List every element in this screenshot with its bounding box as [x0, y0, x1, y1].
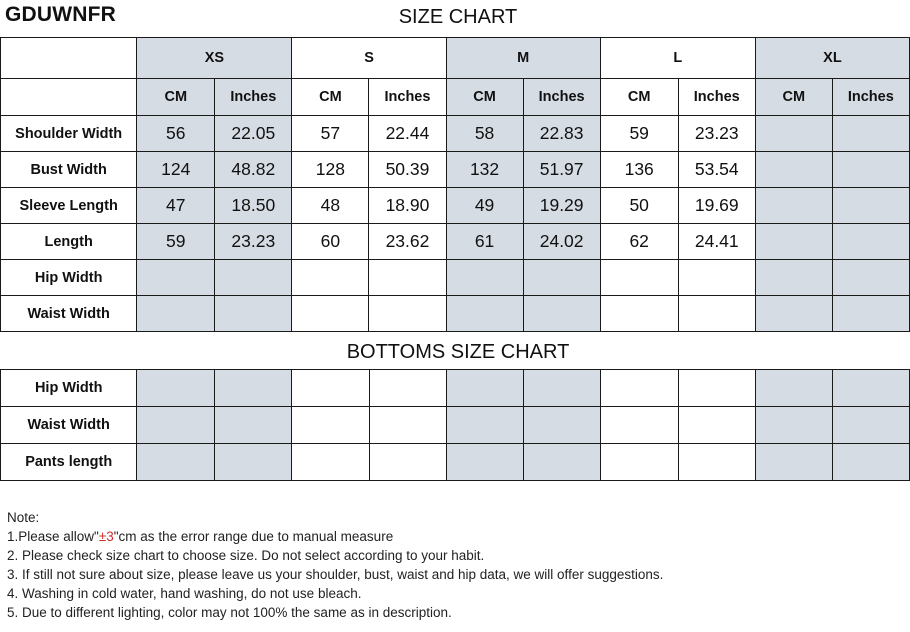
- measurement-cell: 57: [292, 116, 369, 152]
- measurement-cell: [678, 260, 755, 296]
- measurement-cell: [369, 260, 446, 296]
- measurement-cell: 59: [600, 116, 678, 152]
- measurement-cell: 136: [600, 152, 678, 188]
- unit-header-cm: CM: [446, 79, 523, 116]
- measurement-cell: [446, 407, 523, 444]
- measurement-cell: [523, 444, 600, 481]
- measurement-cell: [755, 116, 832, 152]
- measurement-cell: [832, 444, 909, 481]
- row-label: Pants length: [1, 444, 137, 481]
- measurement-cell: [369, 370, 446, 407]
- row-label: Length: [1, 224, 137, 260]
- measurement-cell: 58: [446, 116, 523, 152]
- size-header-row: [1, 38, 910, 79]
- measurement-cell: [678, 444, 755, 481]
- measurement-cell: [446, 260, 523, 296]
- row-label: Bust Width: [1, 152, 137, 188]
- measurement-cell: [215, 296, 292, 332]
- unit-header-inches: Inches: [369, 79, 446, 116]
- measurement-cell: [678, 370, 755, 407]
- row-label: Waist Width: [1, 407, 137, 444]
- note-line-1-start: 1.Please allow": [7, 529, 99, 544]
- error-range-value: ±3: [98, 529, 114, 544]
- bottoms-size-chart-title: BOTTOMS SIZE CHART: [346, 341, 570, 363]
- header-corner-cell: [1, 38, 137, 79]
- row-label: Shoulder Width: [1, 116, 137, 152]
- row-label: Sleeve Length: [1, 188, 137, 224]
- row-label: Hip Width: [1, 370, 137, 407]
- measurement-cell: [292, 296, 369, 332]
- measurement-cell: [215, 370, 292, 407]
- measurement-cell: 56: [137, 116, 215, 152]
- measurement-cell: 24.41: [678, 224, 755, 260]
- measurement-cell: [678, 407, 755, 444]
- measurement-cell: 48: [292, 188, 369, 224]
- measurement-cell: [678, 296, 755, 332]
- table-row: [1, 444, 910, 481]
- size-chart-table: [0, 37, 910, 332]
- measurement-cell: [137, 296, 215, 332]
- measurement-cell: 49: [446, 188, 523, 224]
- unit-header-cm: CM: [755, 79, 832, 116]
- measurement-cell: 22.44: [369, 116, 446, 152]
- measurement-cell: [446, 296, 523, 332]
- row-label: Hip Width: [1, 260, 137, 296]
- measurement-cell: 18.90: [369, 188, 446, 224]
- measurement-cell: 128: [292, 152, 369, 188]
- size-header-s: S: [292, 38, 446, 79]
- measurement-cell: 22.83: [523, 116, 600, 152]
- measurement-cell: [292, 407, 369, 444]
- row-label: Waist Width: [1, 296, 137, 332]
- measurement-cell: [755, 444, 832, 481]
- size-header-m: M: [446, 38, 600, 79]
- measurement-cell: [292, 444, 369, 481]
- note-line: 5. Due to different lighting, color may not 100% the same as in description.: [7, 605, 452, 620]
- measurement-cell: 48.82: [215, 152, 292, 188]
- unit-header-cm: CM: [600, 79, 678, 116]
- measurement-cell: [369, 296, 446, 332]
- measurement-cell: 59: [137, 224, 215, 260]
- measurement-cell: [369, 407, 446, 444]
- measurement-cell: 50: [600, 188, 678, 224]
- unit-header-inches: Inches: [215, 79, 292, 116]
- measurement-cell: [600, 260, 678, 296]
- note-line-1: [7, 527, 663, 546]
- measurement-cell: [523, 370, 600, 407]
- measurement-cell: [292, 260, 369, 296]
- measurement-cell: 23.23: [678, 116, 755, 152]
- measurement-cell: [137, 260, 215, 296]
- size-header-xs: XS: [137, 38, 292, 79]
- measurement-cell: 53.54: [678, 152, 755, 188]
- measurement-cell: 22.05: [215, 116, 292, 152]
- measurement-cell: [523, 407, 600, 444]
- measurement-cell: [832, 152, 909, 188]
- unit-header-row: [1, 79, 910, 116]
- measurement-cell: [755, 224, 832, 260]
- measurement-cell: 62: [600, 224, 678, 260]
- measurement-cell: [292, 370, 369, 407]
- size-header-xl: XL: [755, 38, 909, 79]
- measurement-cell: 50.39: [369, 152, 446, 188]
- unit-header-inches: Inches: [832, 79, 909, 116]
- measurement-cell: [215, 407, 292, 444]
- measurement-cell: [215, 260, 292, 296]
- measurement-cell: [755, 188, 832, 224]
- measurement-cell: [755, 260, 832, 296]
- note-line-1-end: "cm as the error range due to manual measure: [113, 529, 394, 544]
- size-header-l: L: [600, 38, 755, 79]
- table-row: [1, 188, 910, 224]
- bottoms-size-chart-table: [0, 369, 910, 481]
- table-row: [1, 152, 910, 188]
- measurement-cell: [755, 296, 832, 332]
- table-row: [1, 370, 910, 407]
- measurement-cell: [523, 260, 600, 296]
- measurement-cell: 51.97: [523, 152, 600, 188]
- measurement-cell: 24.02: [523, 224, 600, 260]
- note-line: 2. Please check size chart to choose size. Do not select according to your habit.: [7, 548, 485, 563]
- measurement-cell: [137, 370, 215, 407]
- table-row: [1, 224, 910, 260]
- measurement-cell: 61: [446, 224, 523, 260]
- measurement-cell: 23.23: [215, 224, 292, 260]
- measurement-cell: [600, 407, 678, 444]
- measurement-cell: [755, 152, 832, 188]
- table-row: [1, 296, 910, 332]
- measurement-cell: 124: [137, 152, 215, 188]
- measurement-cell: [446, 444, 523, 481]
- measurement-cell: [600, 444, 678, 481]
- unit-header-cm: CM: [292, 79, 369, 116]
- measurement-cell: [832, 407, 909, 444]
- unit-header-cm: CM: [137, 79, 215, 116]
- notes-section: [7, 508, 663, 622]
- measurement-cell: [369, 444, 446, 481]
- measurement-cell: [832, 116, 909, 152]
- measurement-cell: [137, 407, 215, 444]
- measurement-cell: [832, 370, 909, 407]
- header-corner-cell: [1, 79, 137, 116]
- table-row: [1, 407, 910, 444]
- measurement-cell: 19.69: [678, 188, 755, 224]
- measurement-cell: [832, 260, 909, 296]
- note-line: 4. Washing in cold water, hand washing, do not use bleach.: [7, 586, 362, 601]
- measurement-cell: 47: [137, 188, 215, 224]
- measurement-cell: [215, 444, 292, 481]
- brand-logo-text: GDUWNFR: [5, 3, 117, 26]
- size-chart-title: SIZE CHART: [398, 6, 518, 28]
- measurement-cell: [832, 188, 909, 224]
- note-line: 3. If still not sure about size, please leave us your shoulder, bust, waist and hip data, we will offer suggestions.: [7, 567, 664, 582]
- measurement-cell: [832, 296, 909, 332]
- measurement-cell: 23.62: [369, 224, 446, 260]
- measurement-cell: [755, 407, 832, 444]
- unit-header-inches: Inches: [678, 79, 755, 116]
- measurement-cell: [523, 296, 600, 332]
- measurement-cell: [137, 444, 215, 481]
- measurement-cell: [600, 296, 678, 332]
- measurement-cell: 18.50: [215, 188, 292, 224]
- measurement-cell: [446, 370, 523, 407]
- unit-header-inches: Inches: [523, 79, 600, 116]
- table-row: [1, 260, 910, 296]
- notes-heading: Note:: [7, 510, 40, 525]
- measurement-cell: 60: [292, 224, 369, 260]
- measurement-cell: [600, 370, 678, 407]
- measurement-cell: 132: [446, 152, 523, 188]
- table-row: [1, 116, 910, 152]
- measurement-cell: 19.29: [523, 188, 600, 224]
- measurement-cell: [755, 370, 832, 407]
- measurement-cell: [832, 224, 909, 260]
